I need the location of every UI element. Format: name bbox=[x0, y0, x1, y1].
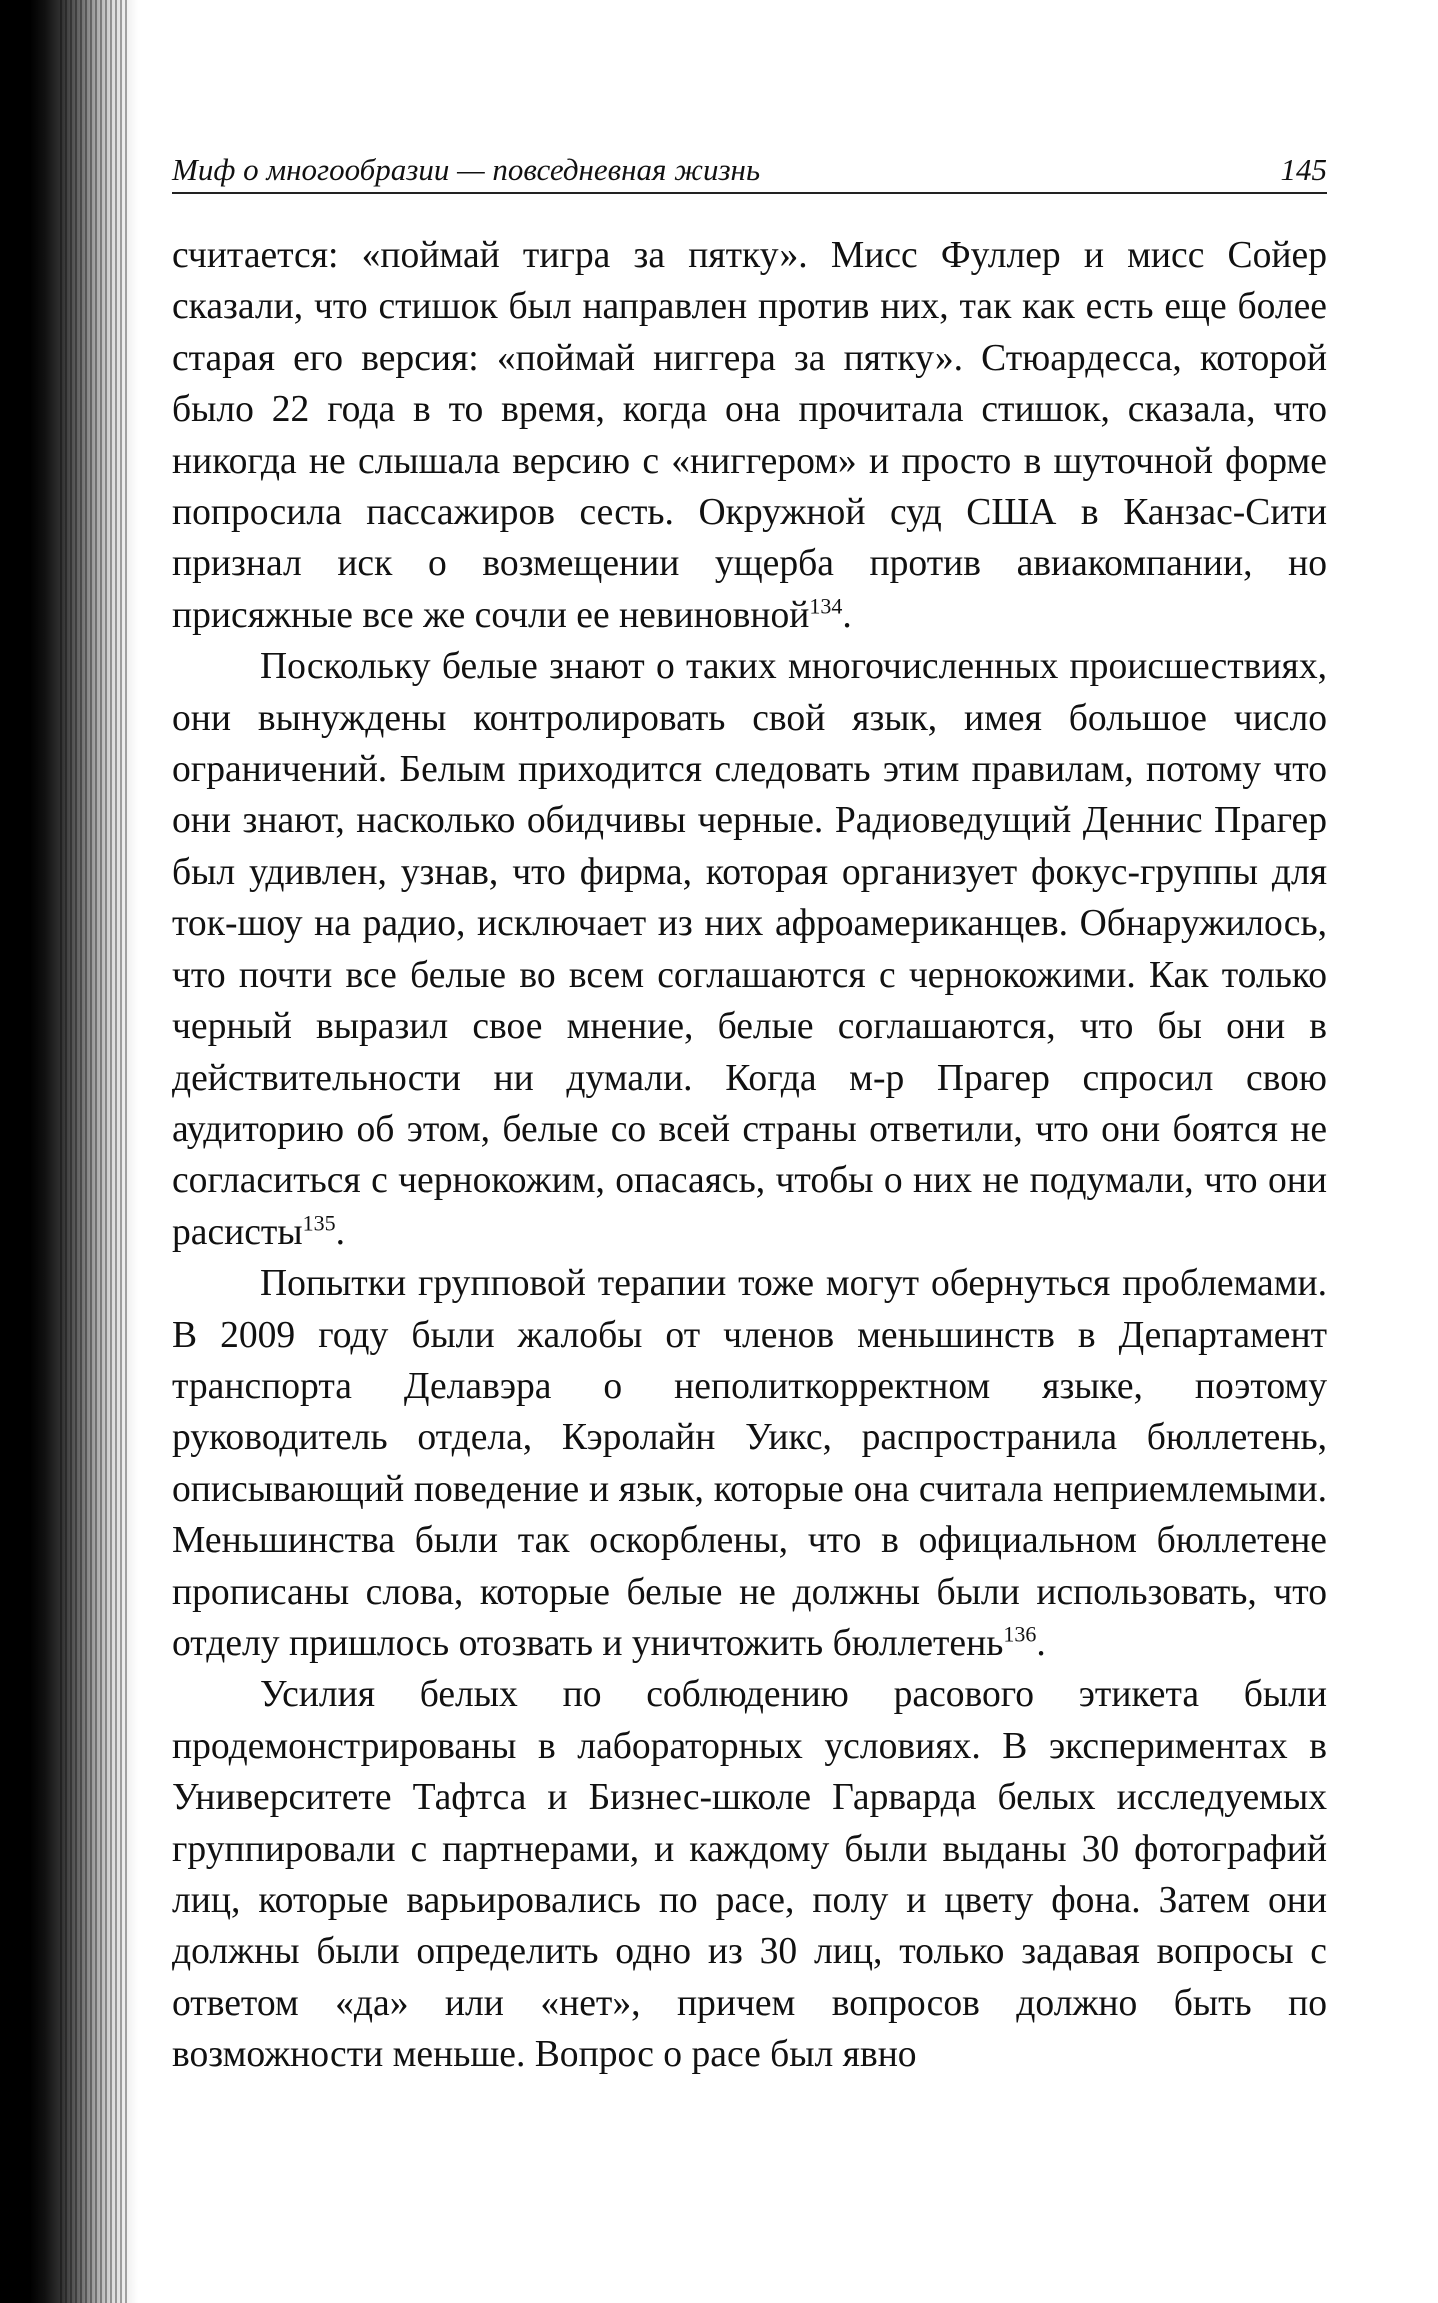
paragraph bbox=[172, 1258, 1327, 1669]
paragraph-text: Попытки групповой терапии тоже могут обернуться проблемами. В 2009 году были жалобы от членов меньшинств в Департамент транспорта Делавэра о неполиткорректном языке, поэтому руководитель отдела, Кэролайн Уикс, распространила бюллетень, описывающий поведение и язык, которые она считала неприемлемыми. Меньшинства были так оскорблены, что в официальном бюллетене прописаны слова, которые белые не должны были использовать, что отделу пришлось отозвать и уничтожить бюллетень bbox=[172, 1263, 1327, 1664]
paragraph-text: Усилия белых по соблюдению расового этикета были продемонстрированы в лабораторных условиях. В экспериментах в Университете Тафтса и Бизнес-школе Гарварда белых исследуемых группировали с партнерами, и каждому были выданы 30 фотографий лиц, которые варьировались по расе, полу и цвету фона. Затем они должны были определить одно из 30 лиц, только задавая вопросы с ответом «да» или «нет», причем вопросов должно быть по возможности меньше. Вопрос о расе был явно bbox=[172, 1674, 1327, 2076]
paragraph bbox=[172, 1669, 1327, 2080]
paragraph-text: считается: «поймай тигра за пятку». Мисс Фуллер и мисс Сойер сказали, что стишок был направлен против них, так как есть еще более старая его версия: «поймай ниггера за пятку». Стюардесса, которой было 22 года в то время, когда она прочитала стишок, сказала, что никогда не слышала версию с «ниггером» и просто в шуточной форме попросила пассажиров сесть. Окружной суд США в Канзас-Сити признал иск о возмещении ущерба против авиакомпании, но присяжные все же сочли ее невиновной bbox=[172, 235, 1327, 636]
paragraph bbox=[172, 641, 1327, 1258]
paragraph-end: . bbox=[842, 594, 852, 636]
footnote-marker: 134 bbox=[809, 593, 843, 619]
page-number: 145 bbox=[1280, 152, 1327, 187]
paragraph-end: . bbox=[335, 1211, 346, 1253]
paragraph bbox=[172, 230, 1327, 641]
running-title: Миф о многообразии — повседневная жизнь bbox=[172, 152, 761, 187]
book-spine-scan-artifact bbox=[60, 0, 130, 2303]
page-header bbox=[172, 148, 1327, 188]
header-rule bbox=[172, 192, 1327, 194]
paragraph-text: Поскольку белые знают о таких многочисленных происшествиях, они вынуждены контролировать свой язык, имея большое число ограничений. Белым приходится следовать этим правилам, потому что они знают, насколько обидчивы черные. Радиоведущий Деннис Прагер был удивлен, узнав, что фирма, которая организует фокус-группы для ток-шоу на радио, исключает из них афроамериканцев. Обнаружилось, что почти все белые во всем соглашаются с чернокожими. Как только черный выразил свое мнение, белые соглашаются, что бы они в действительности ни думали. Когда м-р Прагер спросил свою аудиторию об этом, белые со всей страны ответили, что они боятся не согласиться с чернокожим, опасаясь, чтобы о них не подумали, что они расисты bbox=[172, 646, 1327, 1253]
footnote-marker: 136 bbox=[1003, 1621, 1037, 1647]
page-body bbox=[172, 230, 1327, 2081]
paragraph-end: . bbox=[1036, 1622, 1046, 1664]
footnote-marker: 135 bbox=[302, 1210, 336, 1236]
